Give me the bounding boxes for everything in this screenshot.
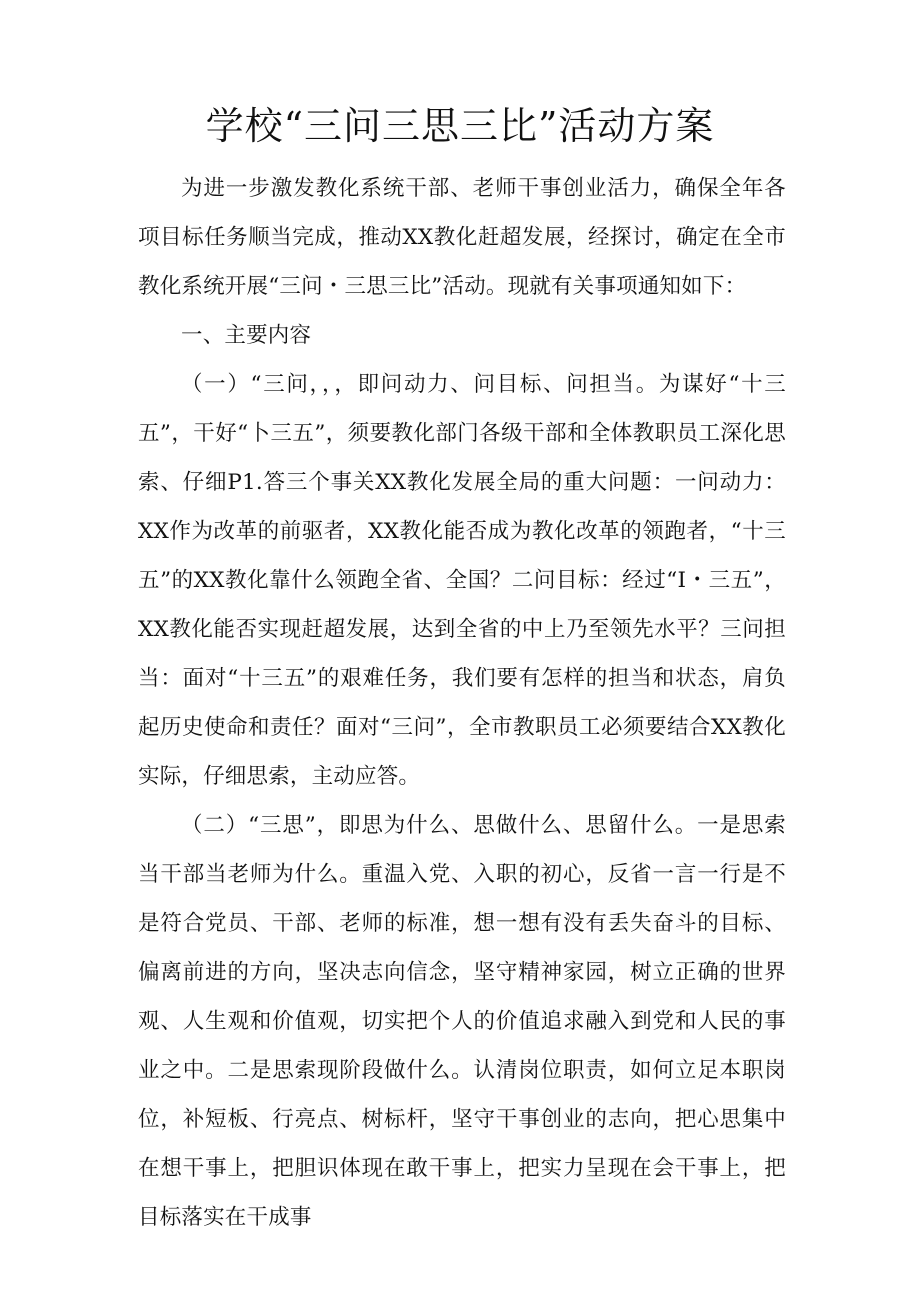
section-heading-main-content: 一、主要内容 (181, 323, 312, 348)
document-title: 学校“三问三思三比”活动方案 (205, 104, 715, 148)
paragraph-three-thoughts: （二）“三思”，即思为什么、思做什么、思留什么。一是思索当干部当老师为什么。重温入党、入职的初心，反省一言一行是不是符合党员、干部、老师的标准，想一想有没有丢失奋斗的目标、偏离前进的方向，坚决志向信念，坚守精神家园，树立正确的世界观、人生观和价值观，切实把个人的价值追求融入到党和人民的事业之中。二是思索现阶段做什么。认清岗位职责，如何立足本职岗位，补短板、行亮点、树标杆，坚守干事创业的志向，把心思集中在想干事上，把胆识体现在敢干事上，把实力呈现在会干事上，把目标落实在干成事 (138, 813, 786, 1230)
intro-paragraph: 为进一步激发教化系统干部、老师干事创业活力，确保全年各项目标任务顺当完成，推动XX教化赶超发展，经探讨，确定在全市教化系统开展“三问・三思三比”活动。现就有关事项通知如下： (138, 176, 786, 299)
document-body (138, 164, 786, 1242)
paragraph-three-questions: （一）“三问，，，即问动力、问目标、问担当。为谋好“十三五”，干好“卜三五”，须要教化部门各级干部和全体教职员工深化思索、仔细P1.答三个事关XX教化发展全局的重大问题：一问动力：XX作为改革的前驱者，XX教化能否成为教化改革的领跑者，“十三五”的XX教化靠什么领跑全省、全国？二问目标：经过“I・三五”，XX教化能否实现赶超发展，达到全省的中上乃至领先水平？三问担当：面对“十三五”的艰难任务，我们要有怎样的担当和状态，肩负起历史使命和责任？面对“三问”，全市教职员工必须要结合XX教化实际，仔细思索，主动应答。 (138, 372, 786, 789)
